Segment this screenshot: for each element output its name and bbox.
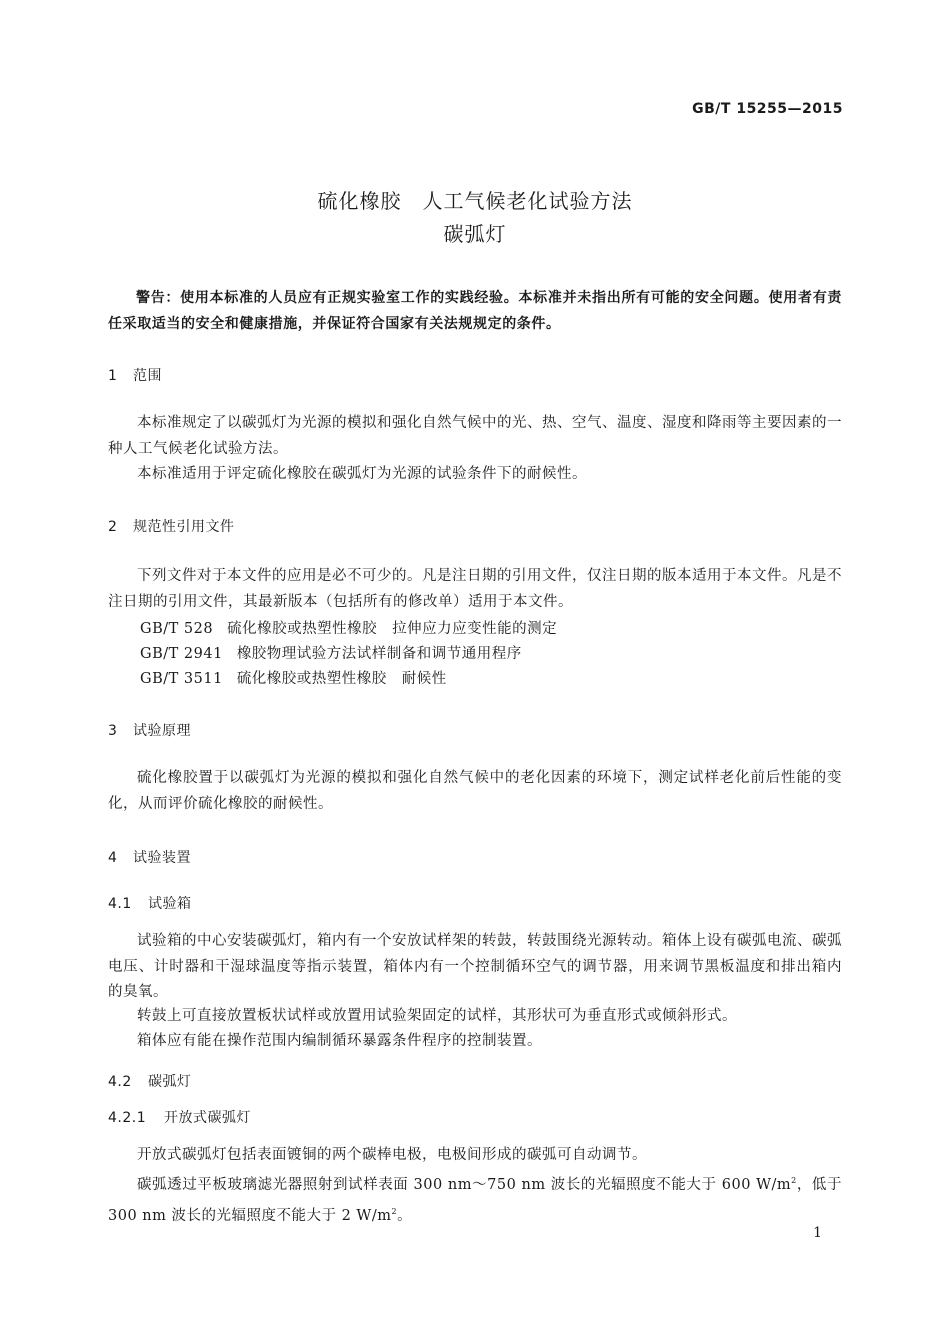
subsection-heading-4-1	[108, 893, 192, 913]
reference-code: GB/T 3511	[140, 671, 223, 687]
reference-title: 硫化橡胶或热塑性橡胶 耐候性	[236, 671, 447, 687]
reference-title: 橡胶物理试验方法试样制备和调节通用程序	[236, 646, 522, 662]
paragraph: 本标准规定了以碳弧灯为光源的模拟和强化自然气候中的光、热、空气、温度、湿度和降雨等主要因素的一种人工气候老化试验方法。	[108, 415, 842, 457]
section-number: 4	[108, 850, 118, 866]
section-number: 3	[108, 723, 118, 739]
safety-warning: 警告：使用本标准的人员应有正规实验室工作的实践经验。本标准并未指出所有可能的安全问题。使用者有责任采取适当的安全和健康措施，并保证符合国家有关法规规定的条件。	[108, 290, 842, 332]
section-number: 4.1	[108, 896, 132, 912]
section-title: 碳弧灯	[148, 1074, 192, 1090]
normative-reference	[140, 642, 522, 663]
section-title: 试验箱	[148, 896, 192, 912]
section-heading-3	[108, 720, 191, 740]
standard-code: GB/T 15255—2015	[692, 101, 843, 117]
paragraph: 箱体应有能在操作范围内编制循环暴露条件程序的控制装置。	[137, 1033, 542, 1049]
page-number: 1	[813, 1225, 822, 1241]
section-number: 4.2.1	[108, 1110, 147, 1126]
normative-reference	[140, 617, 557, 638]
section-heading-4	[108, 847, 191, 867]
section-number: 2	[108, 519, 118, 535]
section-heading-1	[108, 365, 162, 385]
section-number: 4.2	[108, 1074, 132, 1090]
reference-code: GB/T 528	[140, 621, 214, 637]
superscript: 2	[391, 1206, 398, 1216]
section-number: 1	[108, 368, 118, 384]
section-title: 范围	[133, 368, 162, 384]
section-title: 开放式碳弧灯	[164, 1110, 251, 1126]
section-title: 试验原理	[133, 723, 191, 739]
paragraph: 转鼓上可直接放置板状试样或放置用试验架固定的试样，其形状可为垂直形式或倾斜形式。	[137, 1008, 737, 1024]
paragraph: 下列文件对于本文件的应用是必不可少的。凡是注日期的引用文件，仅注日期的版本适用于本文件。凡是不注日期的引用文件，其最新版本（包括所有的修改单）适用于本文件。	[108, 568, 842, 610]
document-subtitle: 碳弧灯	[443, 222, 507, 246]
section-title: 试验装置	[133, 850, 191, 866]
text-run: 碳弧透过平板玻璃滤光器照射到试样表面 300 nm～750 nm 波长的光辐照度不能大于 600 W/m	[137, 1177, 792, 1193]
subsection-heading-4-2-1	[108, 1107, 251, 1127]
reference-code: GB/T 2941	[140, 646, 223, 662]
normative-reference	[140, 667, 447, 688]
section-title: 规范性引用文件	[133, 519, 235, 535]
text-run: ，低于 300 nm 波长的光辐照度不能大于 2 W/m	[108, 1177, 842, 1224]
paragraph: 硫化橡胶置于以碳弧灯为光源的模拟和强化自然气候中的老化因素的环境下，测定试样老化前后性能的变化，从而评价硫化橡胶的耐候性。	[108, 770, 842, 812]
subsection-heading-4-2	[108, 1071, 192, 1091]
text-run: 。	[397, 1207, 413, 1224]
paragraph	[108, 1168, 842, 1229]
reference-title: 硫化橡胶或热塑性橡胶 拉伸应力应变性能的测定	[227, 621, 558, 637]
superscript: 2	[791, 1176, 797, 1185]
section-heading-2	[108, 516, 235, 536]
paragraph: 本标准适用于评定硫化橡胶在碳弧灯为光源的试验条件下的耐候性。	[137, 466, 587, 482]
paragraph: 开放式碳弧灯包括表面镀铜的两个碳棒电极，电极间形成的碳弧可自动调节。	[137, 1147, 647, 1163]
paragraph: 试验箱的中心安装碳弧灯，箱内有一个安放试样架的转鼓，转鼓围绕光源转动。箱体上设有碳弧电流、碳弧电压、计时器和干湿球温度等指示装置，箱体内有一个控制循环空气的调节器，用来调节黑板温度和排出箱内的臭氧。	[108, 933, 842, 1000]
document-title: 硫化橡胶 人工气候老化试验方法	[317, 189, 633, 213]
